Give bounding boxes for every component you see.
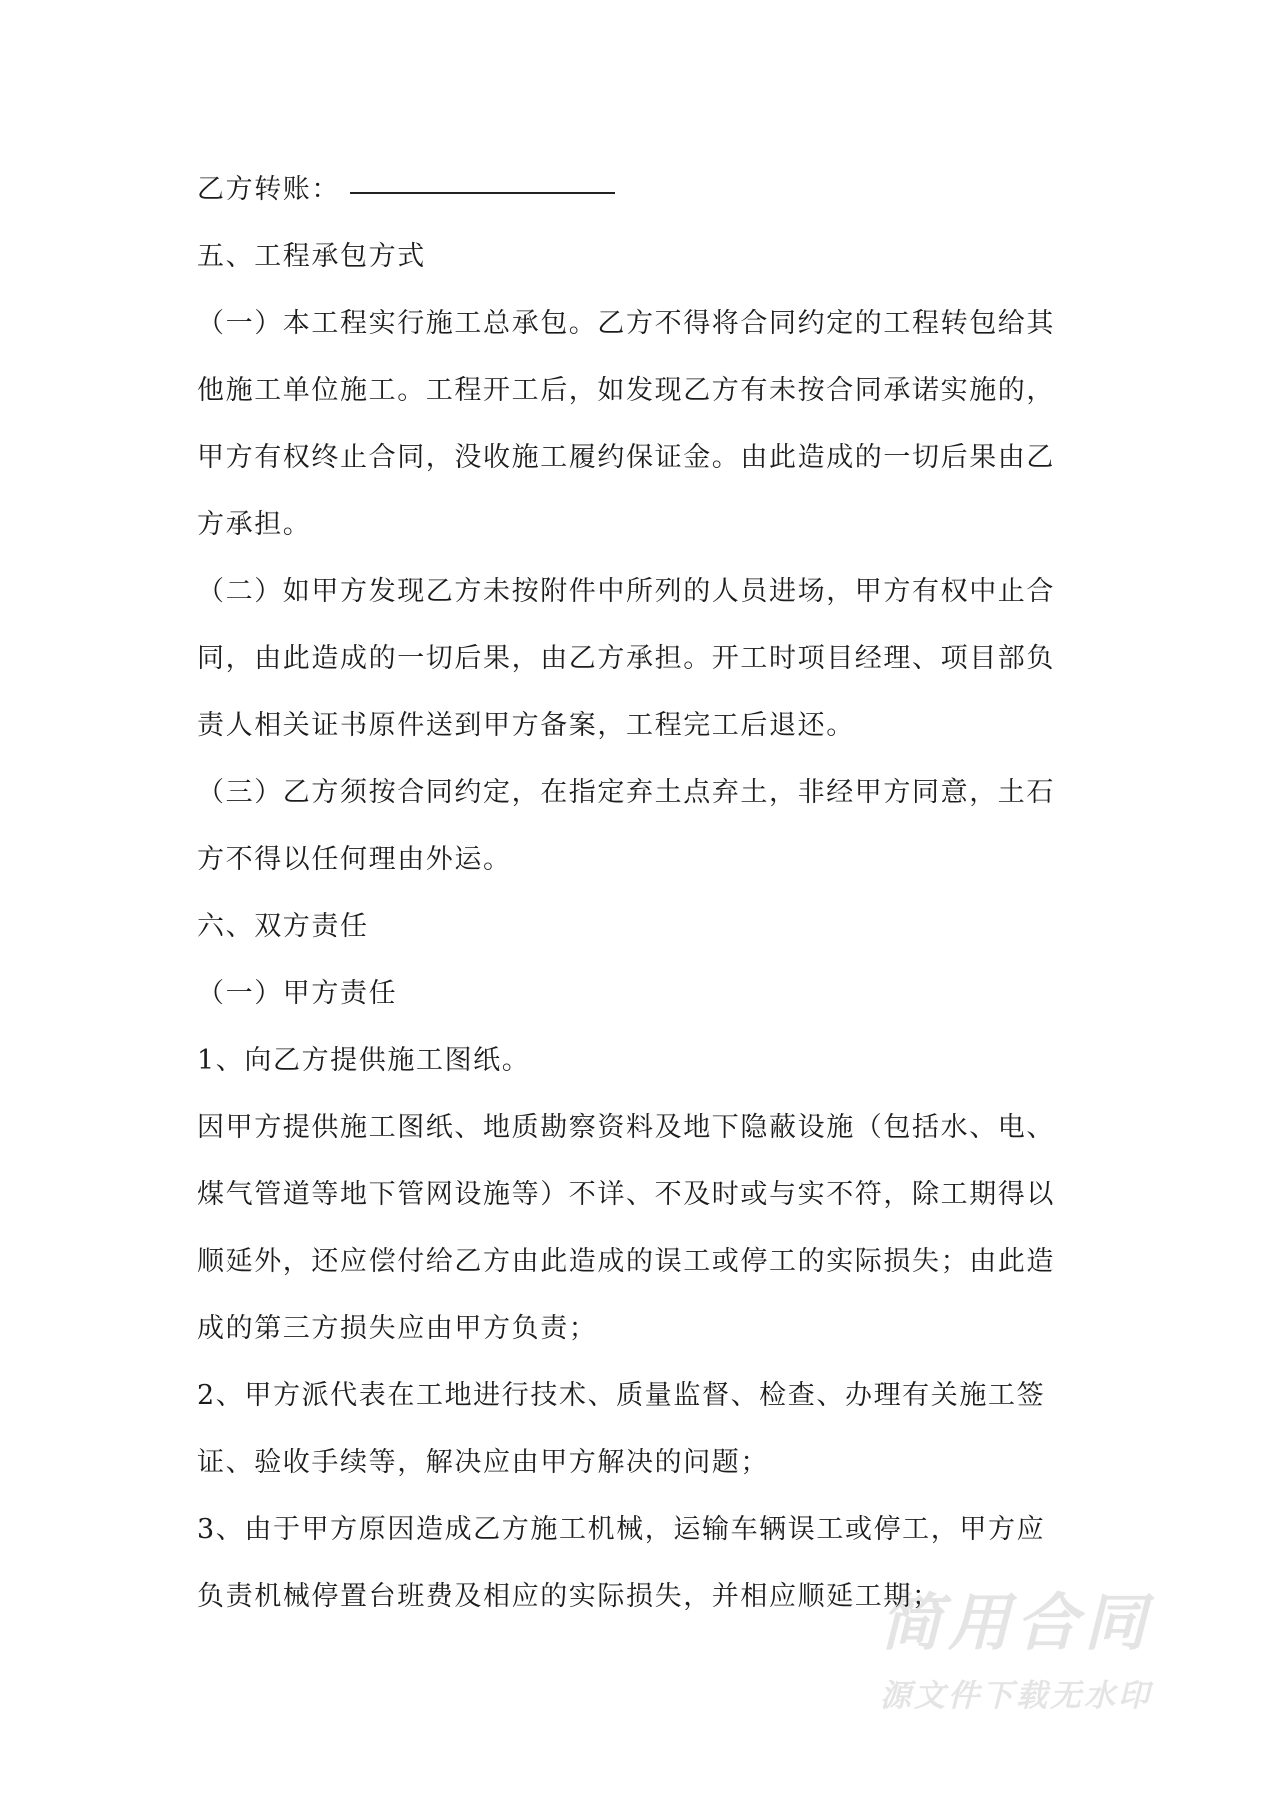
watermark-main-text: 简用合同 [880,1586,1153,1659]
paragraph-line: 同，由此造成的一切后果，由乙方承担。开工时项目经理、项目部负 [197,643,1055,674]
paragraph-line: 因甲方提供施工图纸、地质勘察资料及地下隐蔽设施（包括水、电、 [197,1112,1055,1143]
paragraph-line: 方承担。 [197,509,312,540]
section-heading-6: 六、双方责任 [197,911,369,942]
paragraph-line: （一）本工程实行施工总承包。乙方不得将合同约定的工程转包给其 [197,308,1055,339]
paragraph-line: 证、验收手续等，解决应由甲方解决的问题； [197,1447,769,1478]
paragraph-line: 成的第三方损失应由甲方负责； [197,1313,598,1344]
paragraph-line: （二）如甲方发现乙方未按附件中所列的人员进场，甲方有权中止合 [197,576,1055,607]
section-heading-5: 五、工程承包方式 [197,241,426,272]
transfer-label: 乙方转账： [197,174,340,205]
transfer-line [197,170,615,210]
paragraph-line: 负责机械停置台班费及相应的实际损失，并相应顺延工期； [197,1581,941,1612]
subsection-heading: （一）甲方责任 [197,978,398,1009]
list-item: 3、由于甲方原因造成乙方施工机械，运输车辆误工或停工，甲方应 [197,1514,1046,1545]
paragraph-line: 方不得以任何理由外运。 [197,844,512,875]
list-item: 1、向乙方提供施工图纸。 [197,1045,531,1076]
paragraph-line: 煤气管道等地下管网设施等）不详、不及时或与实不符，除工期得以 [197,1179,1055,1210]
list-item: 2、甲方派代表在工地进行技术、质量监督、检查、办理有关施工签 [197,1380,1046,1411]
transfer-blank-field [350,170,615,194]
paragraph-line: （三）乙方须按合同约定，在指定弃土点弃土，非经甲方同意，土石 [197,777,1055,808]
watermark-sub-text: 源文件下载无水印 [880,1678,1152,1714]
paragraph-line: 甲方有权终止合同，没收施工履约保证金。由此造成的一切后果由乙 [197,442,1055,473]
paragraph-line: 顺延外，还应偿付给乙方由此造成的误工或停工的实际损失；由此造 [197,1246,1055,1277]
paragraph-line: 他施工单位施工。工程开工后，如发现乙方有未按合同承诺实施的， [197,375,1055,406]
paragraph-line: 责人相关证书原件送到甲方备案，工程完工后退还。 [197,710,855,741]
